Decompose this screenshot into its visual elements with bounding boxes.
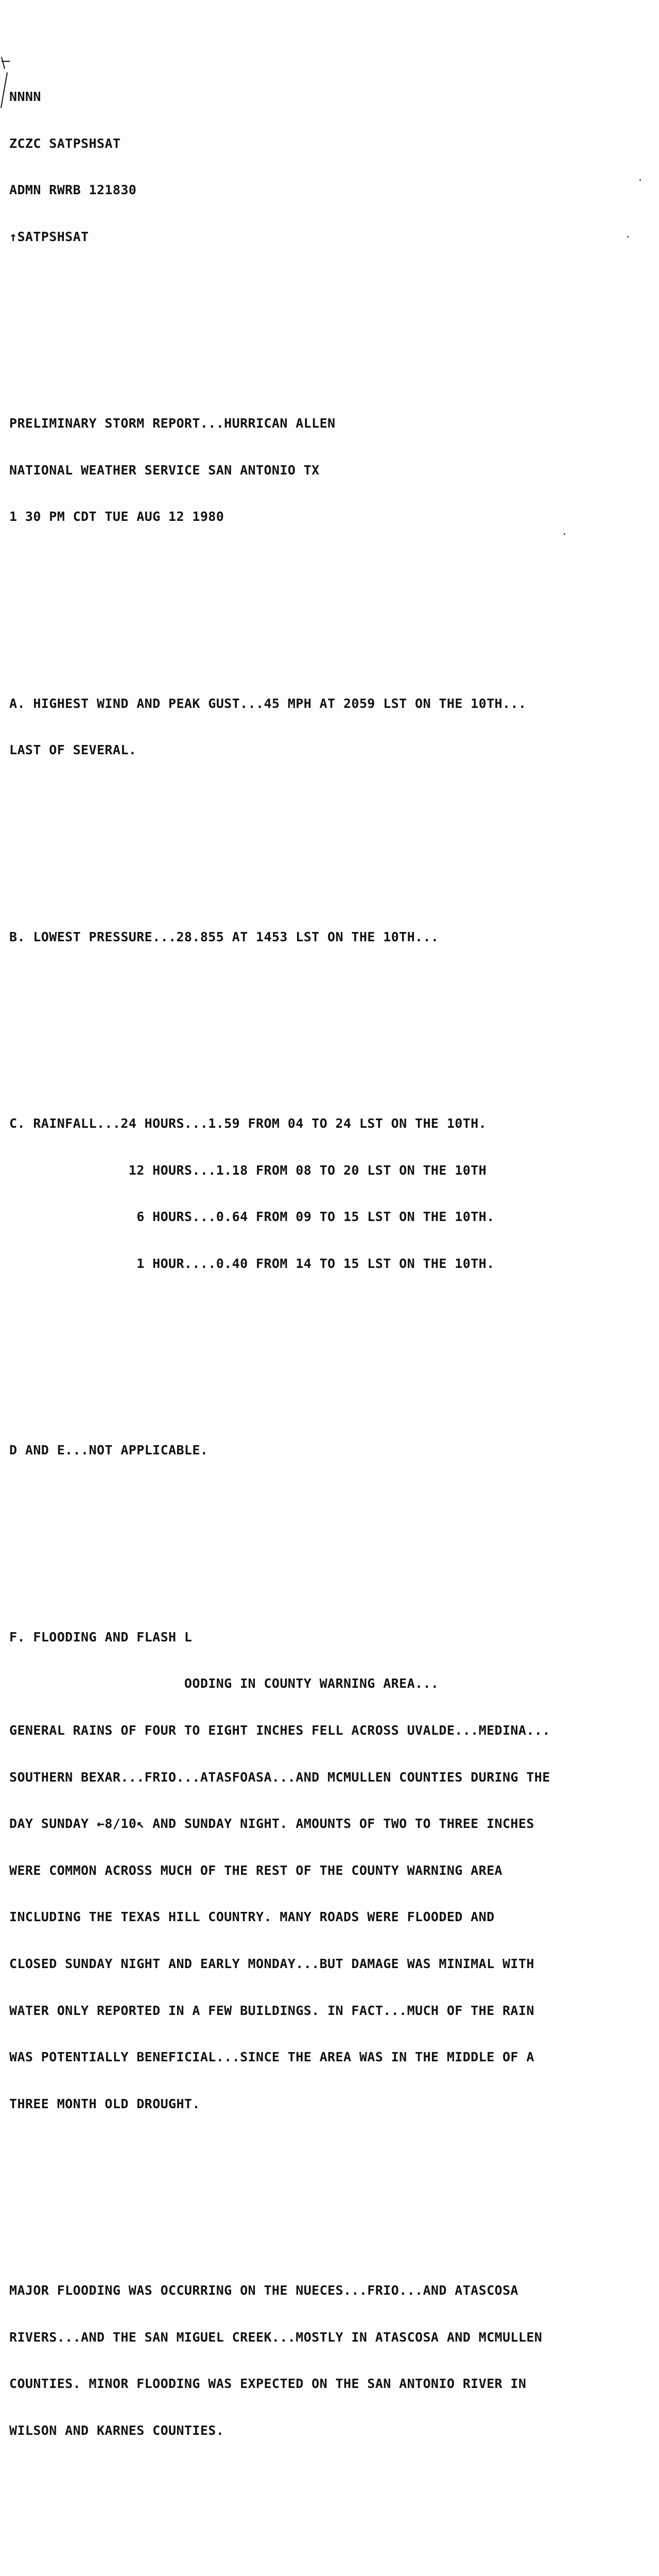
- header-line: ADMN RWRB 121830: [9, 182, 137, 198]
- section-b-pressure: [9, 898, 653, 976]
- blank-line: [9, 603, 653, 618]
- section-a-wind: [9, 665, 653, 789]
- section-line: F. FLOODING AND FLASH L: [9, 1629, 193, 1645]
- blank-line: [9, 2516, 653, 2532]
- blank-line: [9, 2190, 653, 2205]
- section-line: INCLUDING THE TEXAS HILL COUNTRY. MANY ROADS WERE FLOODED AND: [9, 1909, 495, 1925]
- header-line: NNNN: [9, 89, 41, 105]
- section-line: GENERAL RAINS OF FOUR TO EIGHT INCHES FELL ACROSS UVALDE...MEDINA...: [9, 1722, 550, 1738]
- blank-line: [9, 323, 653, 338]
- header-line: ZCZC SATPSHSAT: [9, 135, 121, 151]
- blank-line: [9, 836, 653, 852]
- section-line: B. LOWEST PRESSURE...28.855 AT 1453 LST ON THE 10TH...: [9, 929, 439, 944]
- section-line: WILSON AND KARNES COUNTIES.: [9, 2422, 224, 2438]
- report-title-block: [9, 385, 653, 556]
- blank-line: [9, 1536, 653, 1552]
- pen-mark: [2, 61, 10, 62]
- blank-line: [9, 1349, 653, 1365]
- section-line: WERE COMMON ACROSS MUCH OF THE REST OF THE COUNTY WARNING AREA: [9, 1862, 502, 1878]
- section-line: 1 HOUR....0.40 FROM 14 TO 15 LST ON THE 10TH.: [9, 1256, 495, 1271]
- pen-mark: [1, 57, 5, 69]
- section-line: WATER ONLY REPORTED IN A FEW BUILDINGS. IN FACT...MUCH OF THE RAIN: [9, 2003, 534, 2018]
- section-line: SOUTHERN BEXAR...FRIO...ATASFOASA...AND MCMULLEN COUNTIES DURING THE: [9, 1769, 550, 1785]
- section-d-e: [9, 1412, 653, 1489]
- section-line: D AND E...NOT APPLICABLE.: [9, 1443, 209, 1458]
- teletype-message: [9, 11, 653, 2576]
- section-line: DAY SUNDAY ←8/10↖ AND SUNDAY NIGHT. AMOUNTS OF TWO TO THREE INCHES: [9, 1816, 534, 1832]
- section-f-flooding: [9, 1598, 653, 2143]
- section-line: MAJOR FLOODING WAS OCCURRING ON THE NUECES...FRIO...AND ATASCOSA: [9, 2283, 518, 2298]
- section-line: THREE MONTH OLD DROUGHT.: [9, 2096, 200, 2111]
- section-line: A. HIGHEST WIND AND PEAK GUST...45 MPH AT 2059 LST ON THE 10TH...: [9, 696, 527, 711]
- pen-mark: [1, 72, 8, 108]
- section-f-rivers: [9, 2252, 653, 2470]
- section-line: LAST OF SEVERAL.: [9, 742, 137, 758]
- section-line: RIVERS...AND THE SAN MIGUEL CREEK...MOSTLY IN ATASCOSA AND MCMULLEN: [9, 2329, 543, 2345]
- section-line: 6 HOURS...0.64 FROM 09 TO 15 LST ON THE 10TH.: [9, 1209, 495, 1225]
- blank-line: [9, 1023, 653, 1038]
- issuing-office: NATIONAL WEATHER SERVICE SAN ANTONIO TX: [9, 462, 320, 478]
- section-line: C. RAINFALL...24 HOURS...1.59 FROM 04 TO 24 LST ON THE 10TH.: [9, 1116, 487, 1131]
- issue-time: 1 30 PM CDT TUE AUG 12 1980: [9, 509, 224, 524]
- section-line: COUNTIES. MINOR FLOODING WAS EXPECTED ON THE SAN ANTONIO RIVER IN: [9, 2376, 527, 2392]
- section-line: WAS POTENTIALLY BENEFICIAL...SINCE THE AREA WAS IN THE MIDDLE OF A: [9, 2049, 534, 2065]
- routing-header: [9, 58, 653, 276]
- section-c-rainfall: [9, 1085, 653, 1303]
- report-title: PRELIMINARY STORM REPORT...HURRICAN ALLEN: [9, 416, 336, 431]
- header-line: ↑SATPSHSAT: [9, 229, 89, 244]
- section-line: CLOSED SUNDAY NIGHT AND EARLY MONDAY...BUT DAMAGE WAS MINIMAL WITH: [9, 1956, 534, 1971]
- section-line: OODING IN COUNTY WARNING AREA...: [9, 1676, 439, 1691]
- section-line: 12 HOURS...1.18 FROM 08 TO 20 LST ON THE 10TH: [9, 1162, 487, 1178]
